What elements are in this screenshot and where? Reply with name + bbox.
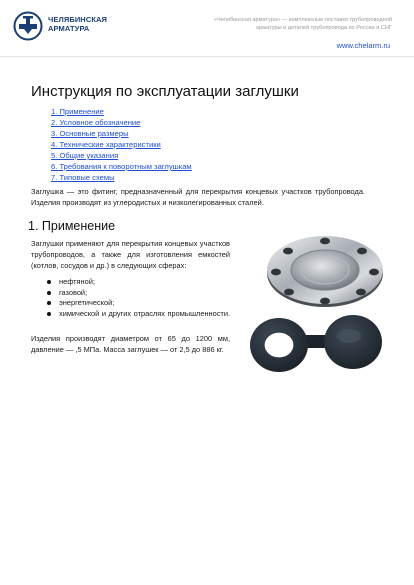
- list-item: [31, 298, 230, 309]
- page-header: [0, 0, 414, 56]
- list-item: [31, 309, 230, 320]
- toc-link-dimensions[interactable]: 3. Основные размеры: [51, 129, 129, 138]
- toc-item: [51, 150, 192, 161]
- toc-item: [51, 161, 192, 172]
- header-tagline: [192, 16, 392, 32]
- usage-paragraph: Заглушки применяют для перекрытия концевых участков трубопроводов, а также для изготовления емкостей (котлов, сосудов и др.) в следующих сферах:: [31, 239, 230, 270]
- valve-logo-icon: [13, 11, 43, 41]
- bullet-icon: [47, 280, 51, 284]
- toc-item: [51, 128, 192, 139]
- specs-paragraph: Изделия производят диаметром от 65 до 1200 мм, давление — ,5 МПа. Масса заглушек — от 2,5 до 886 кг.: [31, 334, 230, 354]
- intro-paragraph: Заглушка — это фитинг, предназначенный для перекрытия концевых участков трубопровода. Изделия производят из углеродистых и низколегированных сталей.: [31, 187, 365, 207]
- bullet-icon: [47, 312, 51, 316]
- header-divider: [0, 56, 414, 57]
- logo-line-2: АРМАТУРА: [48, 24, 90, 33]
- section-heading-usage: 1. Применение: [28, 219, 116, 233]
- logo-line-1: ЧЕЛЯБИНСКАЯ: [48, 15, 108, 24]
- list-item-text: нефтяной;: [59, 277, 95, 286]
- list-item-text: энергетической;: [59, 298, 115, 308]
- tagline-line-1: «Челябинская арматура» — комплексные поставки трубопроводной: [213, 17, 392, 23]
- toc-link-usage[interactable]: 1. Применение: [51, 107, 104, 116]
- site-link[interactable]: www.chelarm.ru: [336, 41, 390, 50]
- table-of-contents: [51, 106, 192, 183]
- toc-link-general[interactable]: 5. Общие указания: [51, 151, 119, 160]
- list-item: [31, 288, 230, 299]
- industries-list: [31, 277, 230, 320]
- company-logo-text: [48, 15, 107, 33]
- bullet-icon: [47, 291, 51, 295]
- toc-link-specs[interactable]: 4. Технические характеристики: [51, 140, 161, 149]
- spectacle-blind-photo: [249, 308, 384, 378]
- list-item-text: газовой;: [59, 287, 88, 297]
- toc-link-rotary[interactable]: 6. Требования к поворотным заглушкам: [51, 162, 192, 171]
- toc-item: [51, 172, 192, 183]
- toc-item: [51, 106, 192, 117]
- blind-flange-photo: [264, 231, 386, 309]
- toc-item: [51, 117, 192, 128]
- list-item: [31, 277, 230, 288]
- page-title: Инструкция по эксплуатации заглушки: [31, 83, 299, 100]
- list-item-text: химической и других отраслях промышленности.: [59, 309, 230, 319]
- toc-link-designation[interactable]: 2. Условное обозначение: [51, 118, 141, 127]
- bullet-icon: [47, 301, 51, 305]
- toc-item: [51, 139, 192, 150]
- toc-link-schemes[interactable]: 7. Типовые схемы: [51, 173, 115, 182]
- tagline-line-2: арматуры и деталей трубопровода по России и СНГ: [256, 25, 392, 31]
